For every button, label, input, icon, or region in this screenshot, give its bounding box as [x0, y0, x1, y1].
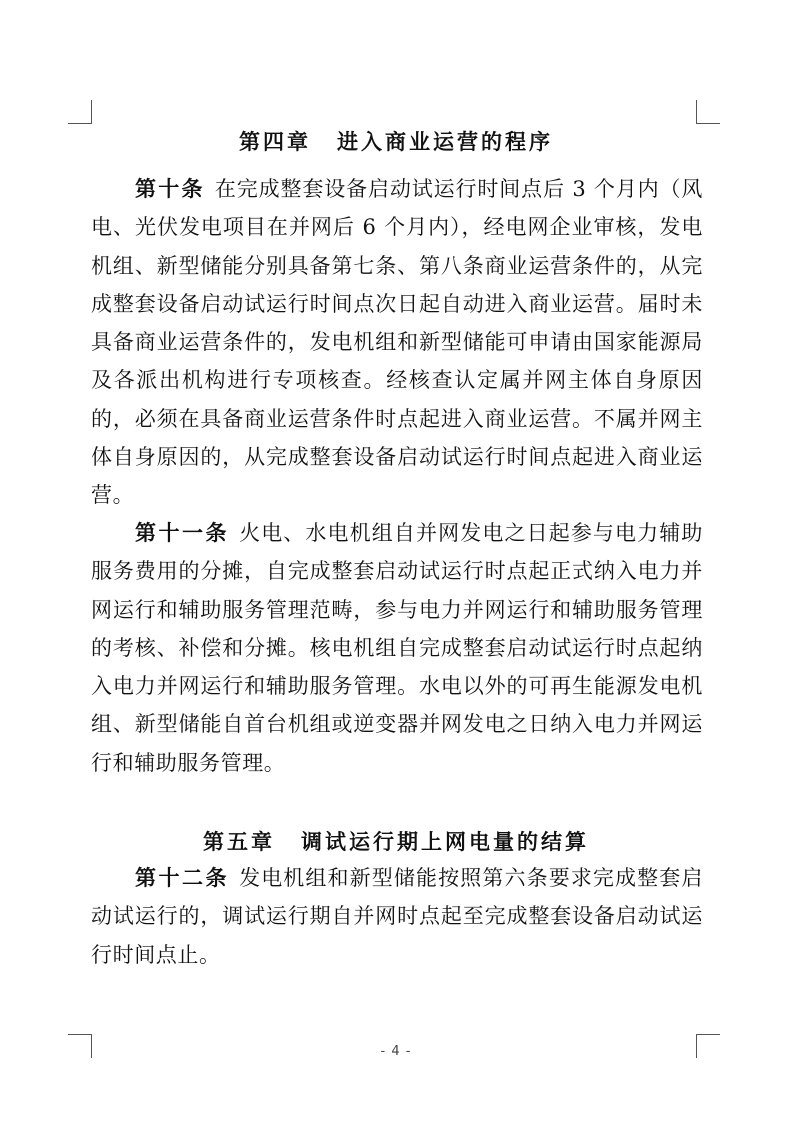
chapter-5-title: 调试运行期上网电量的结算: [301, 830, 589, 854]
page-number: - 4 -: [380, 1044, 412, 1059]
article-10-label: 第十条: [135, 177, 205, 201]
chapter-4-number: 第四章: [239, 130, 311, 154]
article-12-paragraph: [91, 859, 703, 974]
article-11-label: 第十一条: [135, 521, 230, 545]
chapter-5-heading: [0, 824, 792, 860]
crop-mark-top-right: [696, 100, 720, 124]
article-12-text: 发电机组和新型储能按照第六条要求完成整套启动试运行的，调试运行期自并网时点起至完成整套设备启动试运行时间点止。: [91, 866, 704, 967]
article-12-label: 第十二条: [135, 866, 230, 890]
crop-mark-top-left: [68, 100, 92, 124]
chapter-4-title: 进入商业运营的程序: [337, 130, 553, 154]
article-10-text: 在完成整套设备启动试运行时间点后 3 个月内（风电、光伏发电项目在并网后 6 个月内），经电网企业审核，发电机组、新型储能分别具备第七条、第八条商业运营条件的，从完成整套设备启动试运行时间点次日起自动进入商业运营。届时未具备商业运营条件的，发电机组和新型储能可申请由国家能源局及各派出机构进行专项核查。经核查认定属并网主体自身原因的，必须在具备商业运营条件时点起进入商业运营。不属并网主体自身原因的，从完成整套设备启动试运行时间点起进入商业运营。: [91, 177, 704, 508]
article-11-paragraph: [91, 514, 703, 782]
chapter-4-heading: [0, 124, 792, 160]
article-10-paragraph: [91, 170, 703, 515]
chapter-5-number: 第五章: [203, 830, 275, 854]
article-11-text: 火电、水电机组自并网发电之日起参与电力辅助服务费用的分摊，自完成整套启动试运行时点起正式纳入电力并网运行和辅助服务管理范畴，参与电力并网运行和辅助服务管理的考核、补偿和分摊。核电机组自完成整套启动试运行时点起纳入电力并网运行和辅助服务管理。水电以外的可再生能源发电机组、新型储能自首台机组或逆变器并网发电之日纳入电力并网运行和辅助服务管理。: [91, 521, 704, 775]
